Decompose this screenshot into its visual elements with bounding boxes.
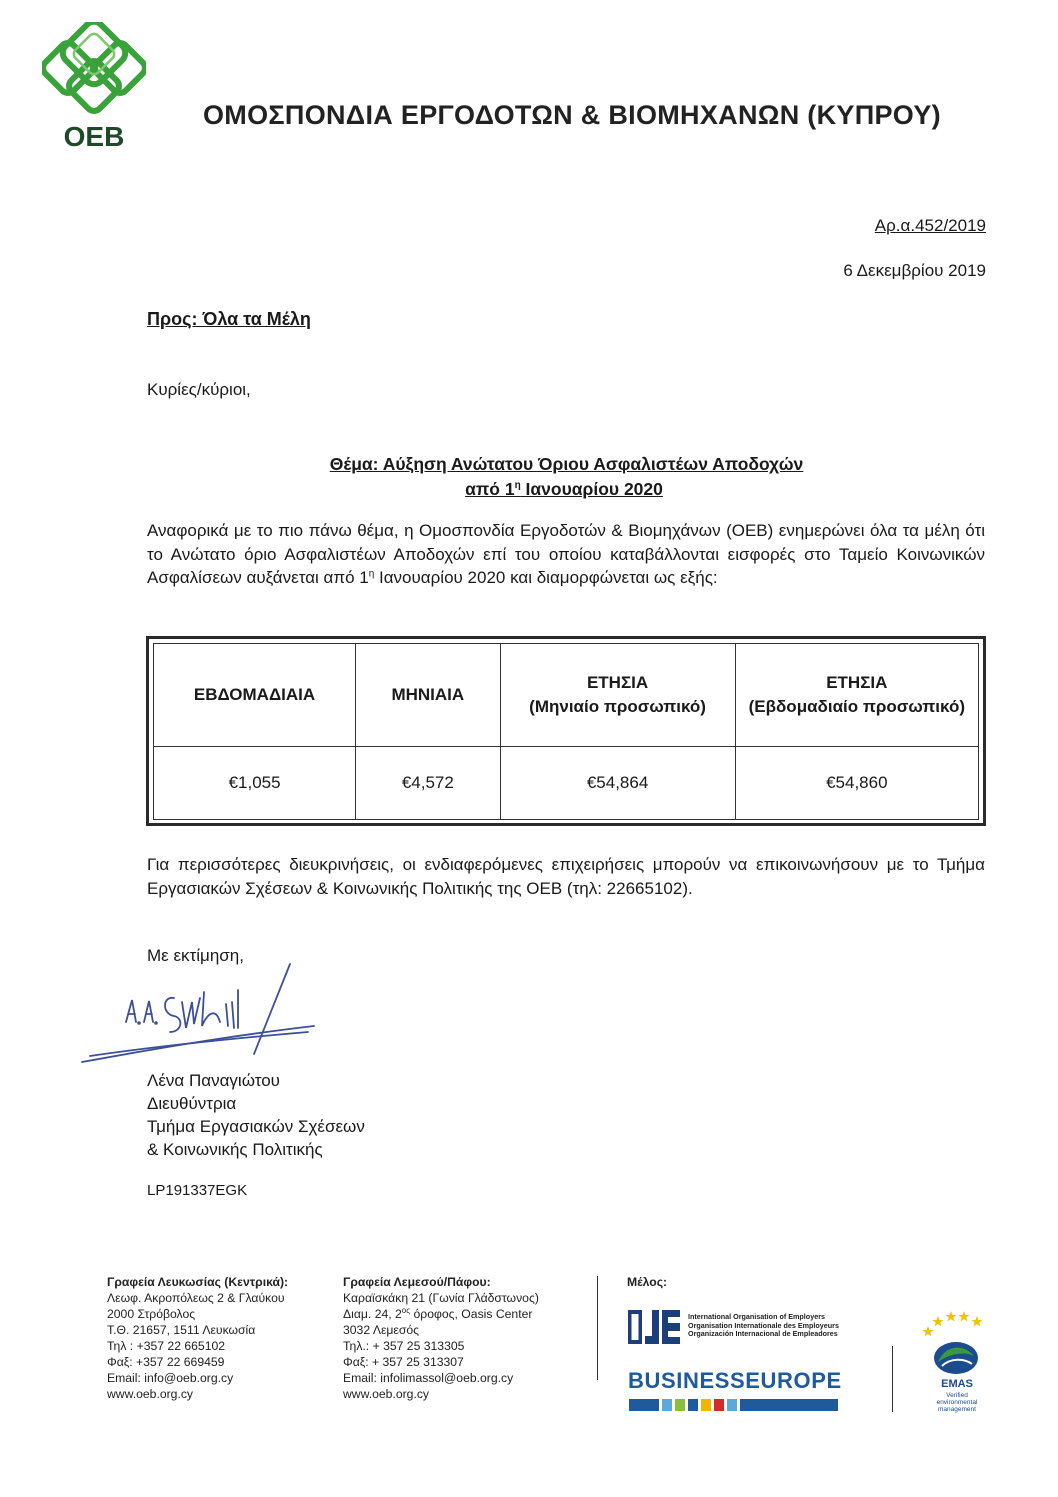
signer-title: Διευθύντρια <box>147 1094 237 1113</box>
organization-name: ΟΜΟΣΠΟΝΔΙΑ ΕΡΓΟΔΟΤΩΝ & ΒΙΟΜΗΧΑΝΩΝ (ΚΥΠΡΟΥ) <box>203 100 941 130</box>
further-info-paragraph: Για περισσότερες διευκρινήσεις, οι ενδιαφερόμενες επιχειρήσεις μπορούν να επικοινωνήσουν με το Τμήμα Εργασιακών Σχέσεων & Κοινωνικής Πολιτικής της ΟΕΒ (τηλ: 22665102). <box>147 855 985 898</box>
value-weekly: €1,055 <box>154 747 356 820</box>
table-header-row <box>154 644 979 747</box>
limassol-office-address: Γραφεία Λεμεσού/Πάφου: Καραϊσκάκη 21 (Γωνία Γλάδστωνος) Διαμ. 24, $2^{o\varsigma}$ όροφος, Oasis Center 3032 Λεμεσός Τηλ.: + 357 25 313305 Φαξ: + 357 25 313307 Email: infolimassol@oeb.org.cy www.oeb.org.cy <box>343 1275 539 1401</box>
emas-subtitle: Verified environmental management <box>936 1392 978 1413</box>
table-row <box>154 747 979 820</box>
header-annual-weekly-staff: ΕΤΗΣΙΑ (Εβδομαδιαίο προσωπικό) <box>735 644 978 747</box>
value-annual-monthly-staff: €54,864 <box>500 747 735 820</box>
footer-divider-logos <box>892 1346 893 1412</box>
header-monthly: ΜΗΝΙΑΙΑ <box>356 644 500 747</box>
letter-date: 6 Δεκεμβρίου 2019 <box>843 261 986 280</box>
salutation: Κυρίες/κύριοι, <box>147 380 251 399</box>
handwritten-signature <box>78 962 318 1072</box>
logo-text: OEB <box>63 121 125 152</box>
value-annual-weekly-staff: €54,860 <box>735 747 978 820</box>
document-code: LP191337EGK <box>147 1182 248 1199</box>
subject-line-1: Θέμα: Αύξηση Ανώτατου Όριου Ασφαλιστέων Αποδοχών <box>329 454 804 474</box>
nicosia-office-address: Γραφεία Λευκωσίας (Κεντρικά): Λεωφ. Ακροπόλεως 2 & Γλαύκου 2000 Στρόβολος Τ.Θ. 21657, 1511 Λευκωσία Τηλ : +357 22 665102 Φαξ: +357 22 669459 Email: info@oeb.org.cy www.oeb.org.cy <box>107 1275 289 1401</box>
ioe-name: International Organisation of Employers Organisation Internationale des Employeurs Organización Internacional de Empleadores <box>688 1312 839 1339</box>
oeb-logo <box>42 22 146 152</box>
emas-label: EMAS <box>941 1378 973 1390</box>
header-annual-monthly-staff: ΕΤΗΣΙΑ (Μηνιαίο προσωπικό) <box>500 644 735 747</box>
insurable-earnings-table <box>146 636 986 826</box>
header-weekly: ΕΒΔΟΜΑΔΙΑΙΑ <box>154 644 356 747</box>
signer-department: Τμήμα Εργασιακών Σχέσεων <box>147 1117 365 1136</box>
closing: Με εκτίμηση, <box>147 946 244 965</box>
businesseurope-color-bar <box>629 1399 838 1411</box>
subject-line-2: από $1^\eta$ Ιανουαρίου 2020 <box>465 479 663 499</box>
footer-divider <box>597 1276 598 1380</box>
signer-department-line2: & Κοινωνικής Πολιτικής <box>147 1140 323 1159</box>
ioe-logo <box>628 1310 680 1344</box>
emas-logo <box>920 1308 992 1384</box>
member-label: Μέλος: <box>627 1275 668 1289</box>
reference-number: Αρ.α.452/2019 <box>874 216 986 235</box>
intro-paragraph: Αναφορικά με το πιο πάνω θέμα, η Ομοσπονδία Εργοδοτών & Βιομηχάνων (ΟΕΒ) ενημερώνει όλα τα μέλη ότι το Ανώτατο όριο Ασφαλιστέων Αποδοχών επί του οποίου καταβάλλονται εισφορές στο Ταμείο Κοινωνικών Ασφαλίσεων αυξάνεται από $1^\eta$ Ιανουαρίου 2020 και διαμορφώνεται ως εξής: <box>147 521 985 587</box>
recipient-line: Προς: Όλα τα Μέλη <box>147 309 311 329</box>
signer-name: Λένα Παναγιώτου <box>147 1071 280 1090</box>
subject-heading <box>0 452 1058 502</box>
value-monthly: €4,572 <box>356 747 500 820</box>
businesseurope-logo: BUSINESSEUROPE <box>628 1368 842 1393</box>
